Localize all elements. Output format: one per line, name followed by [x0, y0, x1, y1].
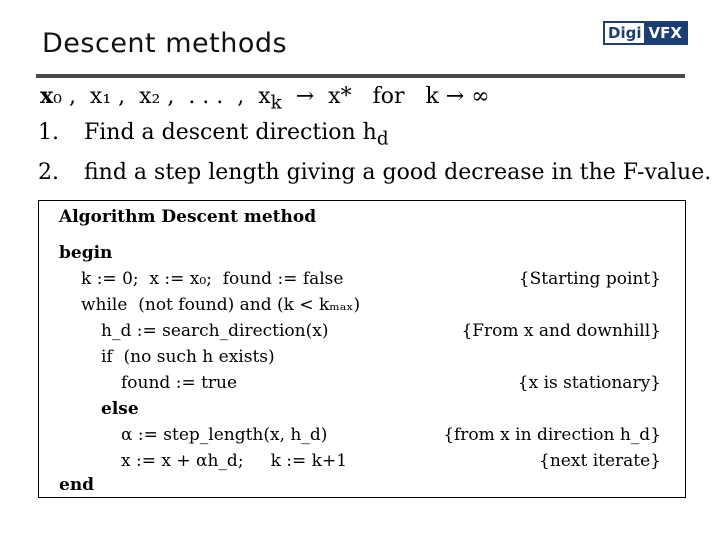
seq-terms: ₀ , x₁ , x₂ , . . . , x — [53, 84, 271, 109]
list-item-2-number: 2. — [38, 160, 59, 185]
seq-arrow: → x* — [281, 84, 352, 109]
algorithm-line-5-comment: {x is stationary} — [517, 373, 661, 393]
algorithm-line-8: x := x + αh_d; k := k+1 — [121, 451, 348, 471]
algorithm-line-7-comment: {from x in direction h_d} — [443, 425, 661, 445]
logo-part2: VFX — [644, 23, 685, 43]
algorithm-line-3: h_d := search_direction(x) — [101, 321, 329, 341]
algorithm-line-2: while (not found) and (k < kₘₐₓ) — [81, 295, 361, 315]
algorithm-line-7: α := step_length(x, h_d) — [121, 425, 328, 445]
algorithm-begin: begin — [59, 243, 113, 263]
algorithm-box — [38, 200, 686, 498]
list-item-2 — [38, 160, 711, 185]
algorithm-line-1-comment: {Starting point} — [518, 269, 661, 289]
slide-title: Descent methods — [42, 28, 288, 59]
digivfx-logo — [603, 21, 688, 45]
algorithm-line-4: if (no such h exists) — [101, 347, 275, 367]
seq-for: for k → ∞ — [351, 84, 490, 109]
algorithm-line-5: found := true — [121, 373, 238, 393]
seq-x0: x — [40, 83, 54, 109]
algorithm-end: end — [59, 475, 95, 495]
algorithm-line-8-comment: {next iterate} — [539, 451, 661, 471]
algorithm-header: Algorithm Descent method — [59, 207, 317, 227]
algorithm-line-1: k := 0; x := x₀; found := false — [81, 269, 344, 289]
algorithm-line-3-comment: {From x and downhill} — [461, 321, 661, 341]
title-divider — [36, 74, 685, 78]
list-item-1 — [38, 120, 389, 149]
seq-k: k — [270, 92, 282, 114]
list-item-1-text: Find a descent direction h — [84, 120, 377, 145]
sequence-line — [40, 83, 490, 113]
algorithm-line-6: else — [101, 399, 139, 419]
logo-part1: Digi — [605, 23, 644, 43]
list-item-2-text: find a step length giving a good decrease in the F-value. — [84, 160, 712, 185]
list-item-1-number: 1. — [38, 120, 59, 145]
list-item-1-sub: d — [376, 128, 389, 150]
